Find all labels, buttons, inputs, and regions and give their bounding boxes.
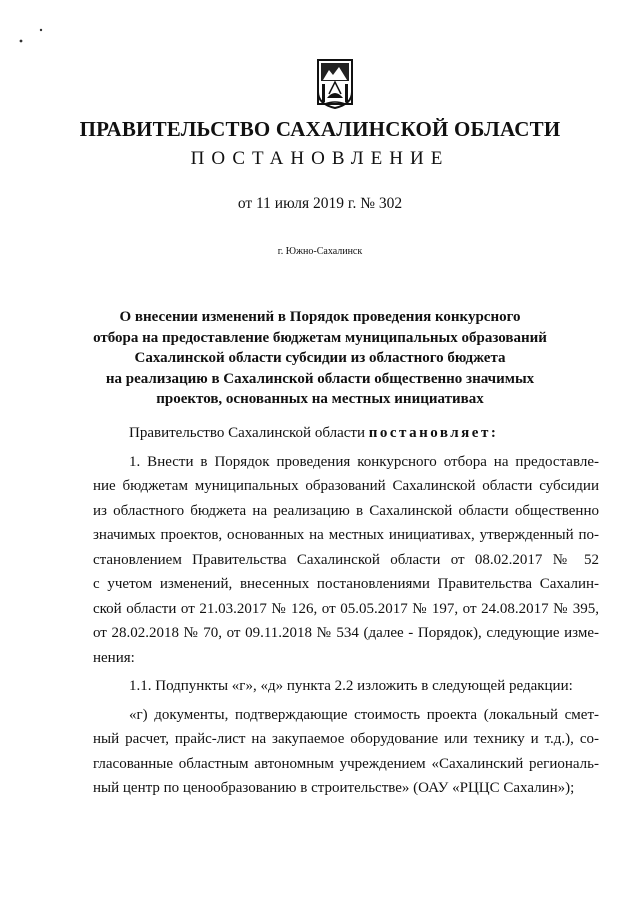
item1-line: 1. Внести в Порядок проведения конкурсного отбора на предоставле- — [129, 453, 599, 470]
preamble-keyword: постановляет: — [368, 425, 499, 441]
item-g-line: «г) документы, подтверждающие стоимость проекта (локальный смет- — [129, 706, 599, 723]
item-g-line: ный расчет, прайс-лист на закупаемое оборудование или технику и т.д.), со- — [93, 731, 599, 747]
item1-line: нения: — [93, 649, 135, 666]
item1-line: ской области от 21.03.2017 № 126, от 05.05.2017 № 197, от 24.08.2017 № 395, — [93, 600, 599, 617]
preamble-prefix: Правительство Сахалинской области — [129, 425, 369, 441]
subject-line: Сахалинской области субсидии из областного бюджета — [134, 350, 506, 366]
item1-line: значимых проектов, основанных на местных инициативах, утвержденный по- — [93, 527, 599, 543]
government-title: ПРАВИТЕЛЬСТВО САХАЛИНСКОЙ ОБЛАСТИ — [79, 117, 561, 141]
item-g-line: гласованные областным автономным учреждением «Сахалинский региональ- — [93, 755, 599, 772]
preamble — [93, 421, 599, 446]
document-type: ПОСТАНОВЛЕНИЕ — [190, 148, 450, 169]
subject-line: на реализацию в Сахалинской области общественно значимых — [105, 370, 535, 387]
item1-line: становлением Правительства Сахалинской области от 08.02.2017 № 52 — [93, 551, 599, 568]
subject-line: отбора на предоставление бюджетам муниципальных образований — [93, 329, 547, 346]
document-subject — [90, 307, 550, 410]
subject-line: проектов, основанных на местных инициативах — [156, 391, 484, 407]
item1-1: 1.1. Подпункты «г», «д» пункта 2.2 изложить в следующей редакции: — [129, 678, 573, 694]
date-and-number: от 11 июля 2019 г. № 302 — [237, 195, 403, 212]
document-body — [93, 421, 599, 801]
scan-specks — [0, 0, 640, 60]
subject-line: О внесении изменений в Порядок проведения конкурсного — [119, 309, 521, 325]
item1-line: ние бюджетам муниципальных образований Сахалинской области субсидии — [93, 478, 599, 494]
item1-line: из областного бюджета на реализацию в Сахалинской области общественно — [93, 502, 599, 519]
city-name: г. Южно-Сахалинск — [277, 246, 363, 257]
coat-of-arms-icon — [315, 58, 355, 110]
item1-line: с учетом изменений, внесенных постановлениями Правительства Сахалин- — [93, 576, 599, 592]
item1-line: от 28.02.2018 № 70, от 09.11.2018 № 534 (далее - Порядок), следующие изме- — [93, 625, 599, 641]
item-g-line: ный центр по ценообразованию в строительстве» (ОАУ «РЦЦС Сахалин»); — [93, 780, 575, 796]
